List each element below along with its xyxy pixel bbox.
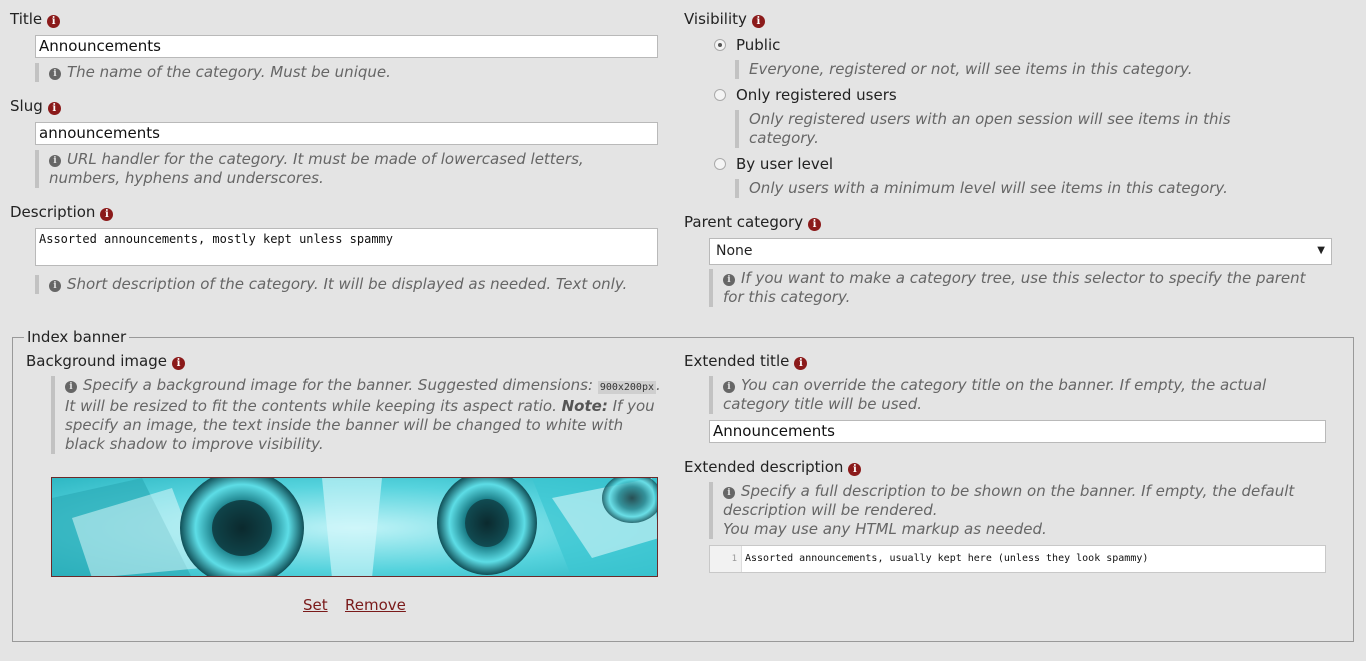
info-icon[interactable]: i <box>48 102 61 115</box>
radio-level[interactable] <box>714 158 726 170</box>
set-image-link[interactable]: Set <box>303 596 328 614</box>
dropdown-arrow-icon: ▼ <box>1317 245 1325 256</box>
info-icon[interactable]: i <box>808 218 821 231</box>
visibility-label: Visibility i <box>684 10 765 28</box>
info-icon[interactable]: i <box>848 463 861 476</box>
slug-input[interactable]: announcements <box>35 122 658 145</box>
line-number: 1 <box>710 546 742 572</box>
radio-public[interactable] <box>714 39 726 51</box>
parent-category-select[interactable]: None ▼ <box>709 238 1332 265</box>
info-icon[interactable]: i <box>100 208 113 221</box>
visibility-option-registered[interactable]: Only registered users <box>714 86 897 104</box>
editor-content[interactable]: Assorted announcements, usually kept here (unless they look spammy) <box>745 553 1149 564</box>
registered-help: Only registered users with an open session will see items in this category. <box>735 110 1305 148</box>
megaphone-image <box>52 478 658 577</box>
visibility-option-public[interactable]: Public <box>714 36 780 54</box>
level-help: Only users with a minimum level will see items in this category. <box>735 179 1305 198</box>
description-help: i Short description of the category. It will be displayed as needed. Text only. <box>35 275 635 294</box>
index-banner-legend: Index banner <box>24 328 129 346</box>
slug-label: Slug i <box>10 97 61 115</box>
background-image-help: i Specify a background image for the banner. Suggested dimensions: 900x200px . It will be resized to fit the contents while keeping its aspect ratio. Note: If you specify an image, the text inside the banner will be changed to white with black shadow to improve visibility. <box>51 376 661 454</box>
info-icon[interactable]: i <box>47 15 60 28</box>
info-icon[interactable]: i <box>172 357 185 370</box>
parent-category-help: i If you want to make a category tree, use this selector to specify the parent for this category. <box>709 269 1309 307</box>
info-icon: i <box>723 274 735 286</box>
extended-title-help: i You can override the category title on the banner. If empty, the actual category title will be used. <box>709 376 1309 414</box>
extended-title-input[interactable]: Announcements <box>709 420 1326 443</box>
parent-category-label: Parent category i <box>684 213 821 231</box>
dimensions-code: 900x200px <box>599 382 654 393</box>
public-help: Everyone, registered or not, will see items in this category. <box>735 60 1305 79</box>
info-icon: i <box>49 68 61 80</box>
banner-image-preview <box>51 477 658 577</box>
radio-registered[interactable] <box>714 89 726 101</box>
background-image-label: Background image i <box>26 352 185 370</box>
visibility-option-level[interactable]: By user level <box>714 155 833 173</box>
extended-title-label: Extended title i <box>684 352 807 370</box>
info-icon[interactable]: i <box>794 357 807 370</box>
extended-description-help: i Specify a full description to be shown on the banner. If empty, the default description will be rendered. You may use any HTML markup as needed. <box>709 482 1309 539</box>
note-label: Note: <box>561 397 608 415</box>
description-label: Description i <box>10 203 113 221</box>
title-input[interactable]: Announcements <box>35 35 658 58</box>
info-icon: i <box>723 487 735 499</box>
info-icon: i <box>49 155 61 167</box>
info-icon: i <box>49 280 61 292</box>
remove-image-link[interactable]: Remove <box>345 596 406 614</box>
title-help: i The name of the category. Must be unique. <box>35 63 635 82</box>
title-label: Title i <box>10 10 60 28</box>
info-icon: i <box>65 381 77 393</box>
info-icon[interactable]: i <box>752 15 765 28</box>
info-icon: i <box>723 381 735 393</box>
extended-description-label: Extended description i <box>684 458 861 476</box>
description-textarea[interactable]: Assorted announcements, mostly kept unless spammy <box>35 228 658 266</box>
slug-help: i URL handler for the category. It must be made of lowercased letters, numbers, hyphens and underscores. <box>35 150 635 188</box>
extended-description-editor[interactable] <box>709 545 1326 573</box>
